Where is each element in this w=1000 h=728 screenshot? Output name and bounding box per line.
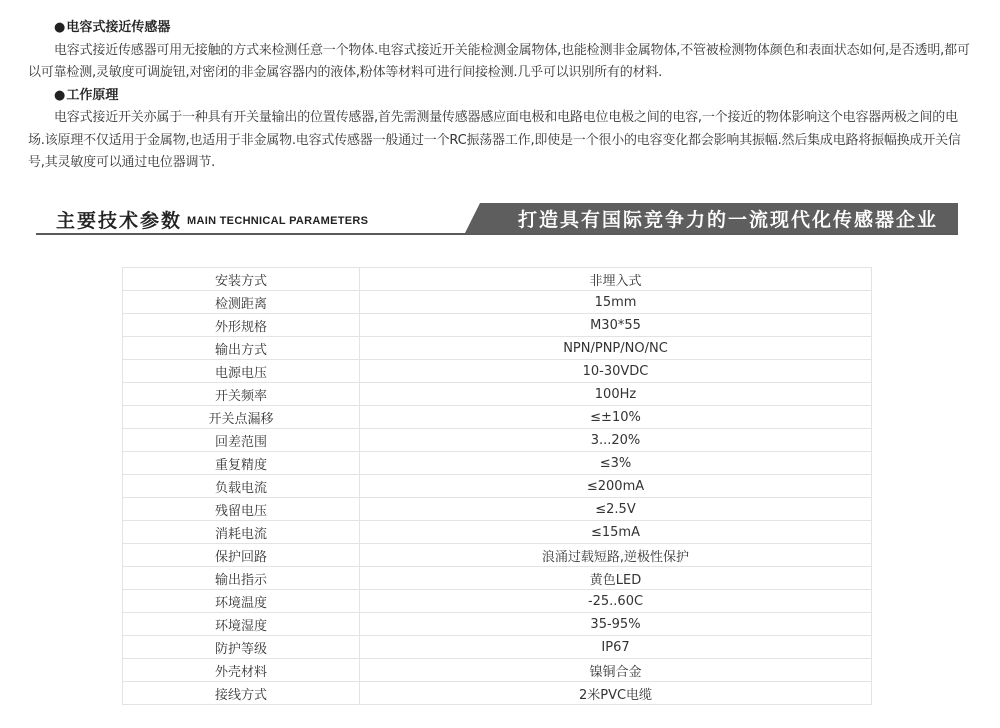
param-value: 黄色LED	[360, 567, 872, 590]
param-value: 10-30VDC	[360, 360, 872, 383]
param-value: IP67	[360, 636, 872, 659]
intro-section	[28, 17, 973, 175]
param-label: 开关点漏移	[123, 406, 360, 429]
table-row	[123, 590, 872, 613]
param-value: 15mm	[360, 291, 872, 314]
table-row	[123, 406, 872, 429]
table-row	[123, 682, 872, 705]
param-value: ≤3%	[360, 452, 872, 475]
table-row	[123, 521, 872, 544]
banner-underline	[36, 233, 958, 235]
param-label: 保护回路	[123, 544, 360, 567]
param-value: ≤15mA	[360, 521, 872, 544]
param-label: 防护等级	[123, 636, 360, 659]
param-label: 外形规格	[123, 314, 360, 337]
table-row	[123, 429, 872, 452]
param-label: 重复精度	[123, 452, 360, 475]
section-paragraph-capacitive-sensor: 电容式接近传感器可用无接触的方式来检测任意一个物体.电容式接近开关能检测金属物体,也能检测非金属物体,不管被检测物体颜色和表面状态如何,是否透明,都可以可靠检测,灵敏度可调旋钮,对密闭的非金属容器内的液体,粉体等材料可进行间接检测.几乎可以识别所有的材料.	[28, 42, 970, 80]
table-row	[123, 613, 872, 636]
section-title: 电容式接近传感器	[66, 20, 171, 35]
parameters-table	[122, 267, 872, 705]
param-value: 100Hz	[360, 383, 872, 406]
param-label: 输出方式	[123, 337, 360, 360]
param-label: 环境温度	[123, 590, 360, 613]
section-heading-capacitive-sensor	[28, 17, 973, 40]
table-row	[123, 291, 872, 314]
param-label: 残留电压	[123, 498, 360, 521]
param-label: 安装方式	[123, 268, 360, 291]
bullet-icon: ●	[54, 20, 66, 35]
param-label: 环境湿度	[123, 613, 360, 636]
table-row	[123, 337, 872, 360]
param-value: 镍铜合金	[360, 659, 872, 682]
table-row	[123, 360, 872, 383]
table-row	[123, 475, 872, 498]
table-row	[123, 544, 872, 567]
param-label: 消耗电流	[123, 521, 360, 544]
param-label: 开关频率	[123, 383, 360, 406]
banner-title: 主要技术参数	[56, 210, 183, 232]
param-label: 负载电流	[123, 475, 360, 498]
table-row	[123, 498, 872, 521]
param-value: ≤±10%	[360, 406, 872, 429]
banner-subtitle: MAIN TECHNICAL PARAMETERS	[187, 215, 369, 227]
param-value: 3...20%	[360, 429, 872, 452]
param-label: 接线方式	[123, 682, 360, 705]
table-row	[123, 268, 872, 291]
param-label: 检测距离	[123, 291, 360, 314]
table-row	[123, 636, 872, 659]
param-value: ≤2.5V	[360, 498, 872, 521]
section-title: 工作原理	[66, 87, 119, 103]
param-value: -25..60C	[360, 590, 872, 613]
param-label: 电源电压	[123, 360, 360, 383]
param-value: NPN/PNP/NO/NC	[360, 337, 872, 360]
table-row	[123, 452, 872, 475]
table-row	[123, 567, 872, 590]
bullet-icon: ●	[54, 87, 66, 103]
param-label: 外壳材料	[123, 659, 360, 682]
table-row	[123, 314, 872, 337]
param-value: 35-95%	[360, 613, 872, 636]
section-paragraph-working-principle: 电容式接近开关亦属于一种具有开关量输出的位置传感器,首先需测量传感器感应面电极和电路电位电极之间的电容,一个接近的物体影响这个电容器两极之间的电场.该原理不仅适用于金属物,也适用于非金属物.电容式传感器一般通过一个RC振荡器工作,即使是一个很小的电容变化都会影响其振幅.然后集成电路将振幅换成开关信号,其灵敏度可以通过电位器调节.	[28, 110, 961, 170]
param-value: ≤200mA	[360, 475, 872, 498]
table-row	[123, 659, 872, 682]
param-value: M30*55	[360, 314, 872, 337]
table-row	[123, 383, 872, 406]
parameters-banner	[36, 203, 958, 235]
param-value: 浪涌过载短路,逆极性保护	[360, 544, 872, 567]
banner-slogan: 打造具有国际竞争力的一流现代化传感器企业	[517, 209, 938, 231]
param-label: 输出指示	[123, 567, 360, 590]
param-value: 非埋入式	[360, 268, 872, 291]
param-label: 回差范围	[123, 429, 360, 452]
param-value: 2米PVC电缆	[360, 682, 872, 705]
section-heading-working-principle	[28, 85, 973, 108]
